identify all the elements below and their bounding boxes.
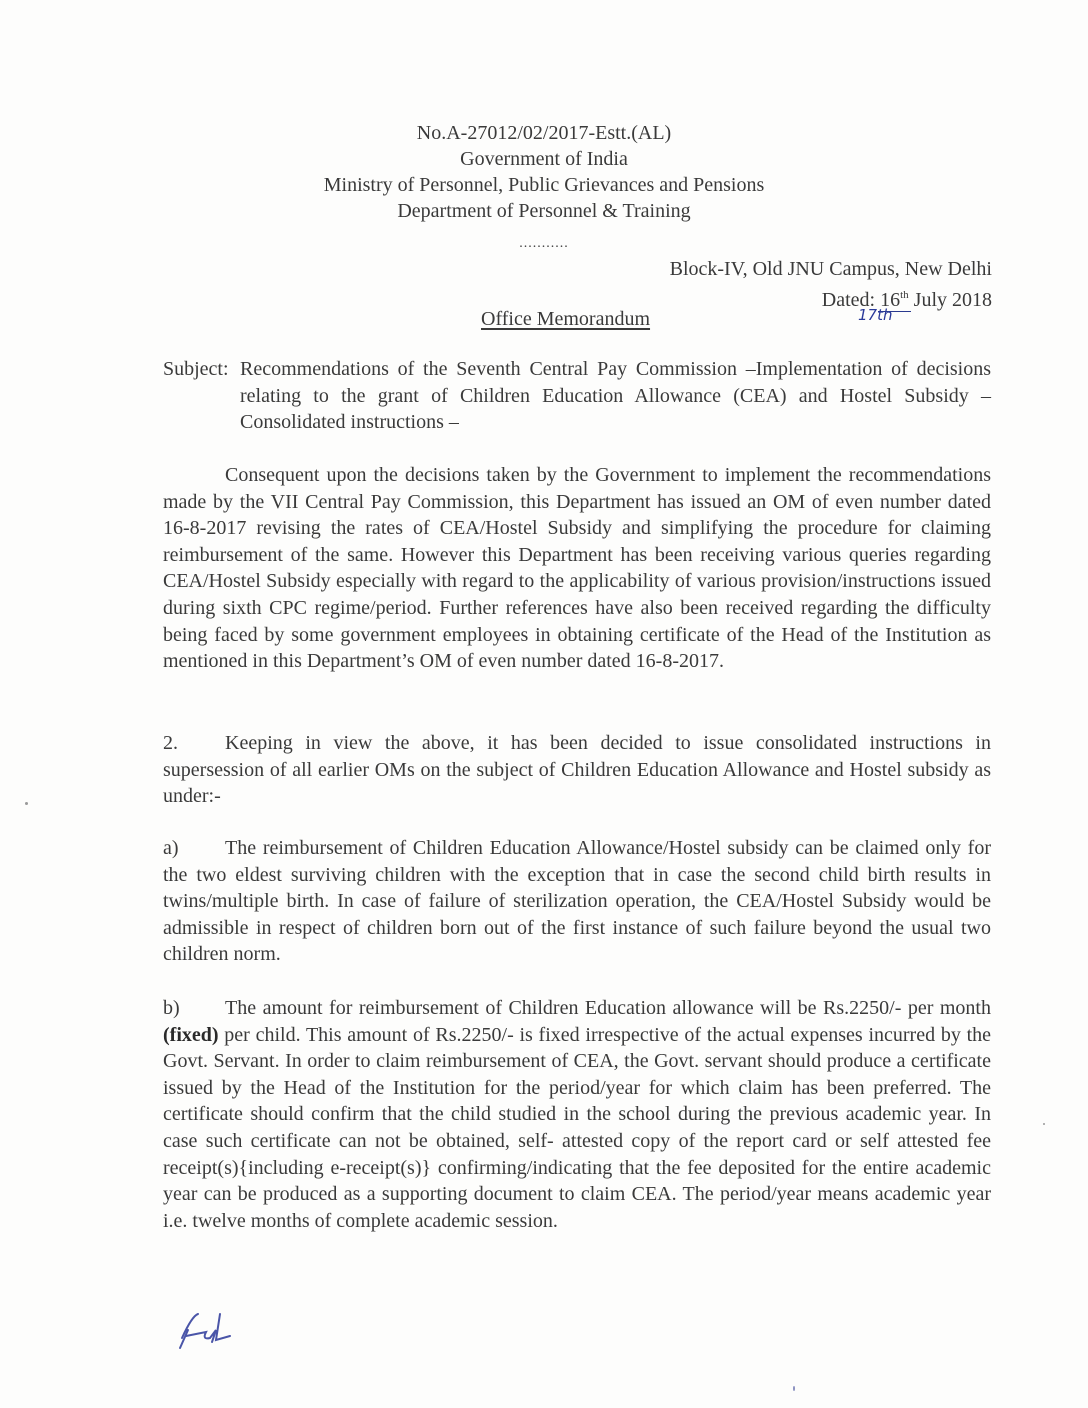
clause-a-label: a): [163, 837, 179, 859]
subject-text-first: Recommendations of the Seventh Central Pay Commission –Implementation of: [240, 358, 908, 380]
address-block: [670, 256, 992, 313]
dated-label: Dated:: [821, 289, 876, 311]
government-name: Government of India: [460, 148, 628, 170]
clause-b-fixed: (fixed): [163, 1023, 219, 1046]
ministry-name: Ministry of Personnel, Public Grievances and Pensions: [323, 174, 765, 196]
file-number: No.A-27012/02/2017-Estt.(AL): [416, 122, 672, 144]
scan-speck: [25, 802, 28, 805]
paragraph-2-text: Keeping in view the above, it has been decided to issue consolidated instructions in supersession of all earlier OMs on the subject of Children Education Allowance and Hostel subsidy as under:-: [163, 732, 991, 808]
dated-month-year: July 2018: [913, 289, 992, 311]
subject-text: [240, 356, 991, 436]
clause-b-text-1: The amount for reimbursement of Children Education allowance will be Rs.2250/- per month: [225, 997, 991, 1019]
dated-day-value: 16: [880, 289, 901, 311]
subject-text-rest: decisions relating to the grant of Children Education Allowance (CEA) and Hostel Subsidy – Consolidated instructions –: [240, 358, 991, 434]
subject-block: [163, 356, 991, 436]
clause-b-text-2: per child. This amount of Rs.2250/- is fixed irrespective of the actual expenses incurred by the Govt. Servant. In order to claim reimbursement of CEA, the Govt. servant should produce a certificate issued by the Head of the Institution for the period/year for which claim has been preferred. The certificate should confirm that the child studied in the school during the previous academic year. In case such certificate can not be obtained, self- attested copy of the report card or self attested fee receipt(s){including e-receipt(s)} confirming/indicating that the fee deposited for the entire academic year can be produced as a supporting document to claim CEA. The period/year means academic year i.e. twelve months of complete academic session.: [163, 1023, 991, 1232]
subject-label: Subject:: [163, 358, 229, 380]
date-line: [670, 282, 992, 313]
paragraph-2: [163, 730, 991, 810]
scan-speck: [1043, 1123, 1045, 1125]
department-name: Department of Personnel & Training: [397, 200, 691, 222]
letterhead: [0, 120, 1088, 224]
handwritten-date-correction: 17th: [858, 306, 893, 324]
paragraph-intro: [163, 462, 991, 675]
scan-speck: [793, 1386, 795, 1391]
clause-a-text: The reimbursement of Children Education Allowance/Hostel subsidy can be claimed only for the two eldest surviving children with the exception that in case the second child birth results in twins/multiple birth. In case of failure of sterilization operation, the CEA/Hostel Subsidy would be admissible in respect of children born out of the first instance of such failure beyond the usual two children norm.: [163, 837, 991, 966]
header-separator: ...........: [519, 236, 569, 251]
dated-day-suffix: th: [900, 289, 909, 301]
signature-initials: [172, 1308, 252, 1356]
intro-text: Consequent upon the decisions taken by the Government to implement the recommendations made by the VII Central Pay Commission, this Department has issued an OM of even number dated 16-8-2017 revising the rates of CEA/Hostel Subsidy and simplifying the procedure for claiming reimbursement of the same. However this Department has been receiving various queries regarding CEA/Hostel Subsidy especially with regard to the applicability of various provision/instructions issued during sixth CPC regime/period. Further references have also been received regarding the difficulty being faced by some government employees in obtaining certificate of the Head of the Institution as mentioned in this Department’s OM of even number dated 16-8-2017.: [163, 464, 991, 673]
memorandum-title: Office Memorandum: [481, 308, 651, 330]
clause-b-label: b): [163, 997, 180, 1019]
clause-b: [163, 995, 991, 1234]
paragraph-number: 2.: [163, 732, 178, 754]
office-address: Block-IV, Old JNU Campus, New Delhi: [669, 258, 992, 280]
clause-a: [163, 835, 991, 968]
